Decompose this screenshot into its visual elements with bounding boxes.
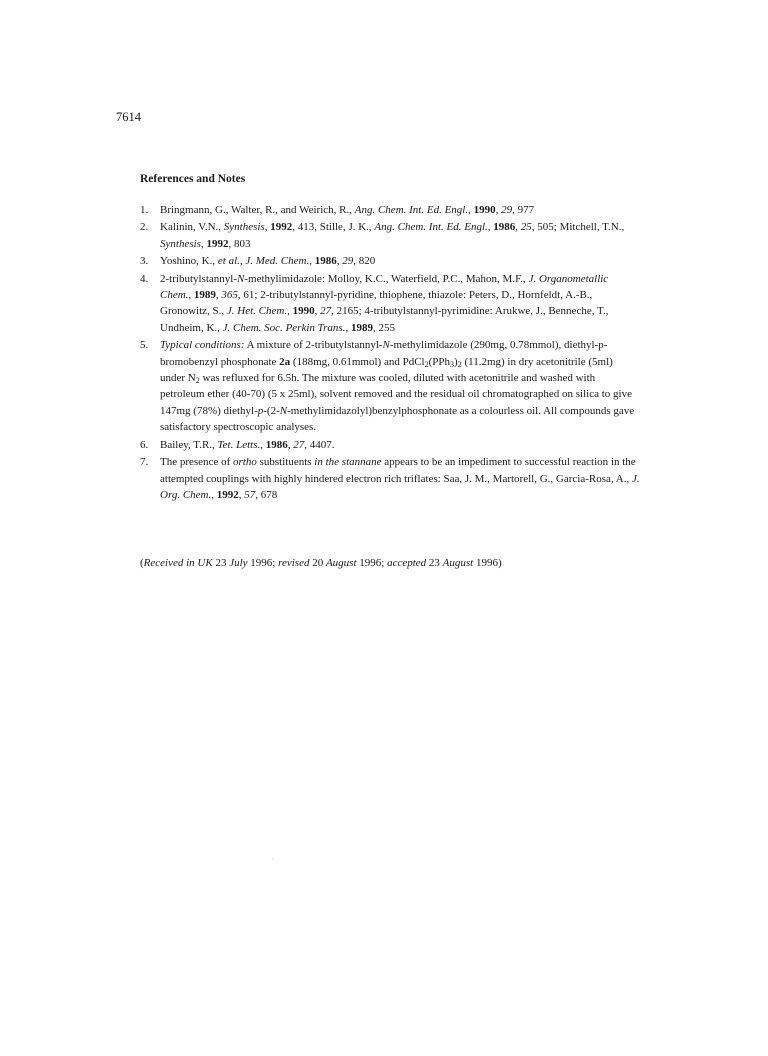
ref-journal: J. Org. Chem.	[160, 472, 640, 501]
ref-text: -methylimidazole: Molloy, K.C., Waterfield, P.C., Mahon, M.F.,	[244, 272, 526, 285]
ref-journal: Synthesis	[223, 221, 265, 234]
revised-year: 1996;	[359, 557, 385, 569]
ref-pages: 803	[233, 237, 251, 250]
reference-number: 5.	[140, 339, 149, 352]
ref-text: 413, Stille, J. K.,	[297, 221, 372, 234]
ref-journal: J. Organometallic Chem.	[160, 272, 609, 302]
ref-year: 1992	[206, 237, 229, 250]
ref-journal: Synthesis	[160, 237, 201, 250]
received-close: )	[497, 557, 502, 569]
ref-text: -methylimidazole (290mg, 0.78mmol), diethyl-p-bromobenzyl phosphonate	[160, 339, 608, 368]
ref-pages: 977	[517, 204, 535, 216]
reference-number: 4.	[140, 272, 149, 285]
ref-year: 1990	[292, 305, 315, 318]
ref-text: (188mg, 0.61mmol) and PdCl	[292, 355, 425, 368]
ref-italic: ortho	[233, 456, 257, 469]
received-open: (	[140, 557, 144, 569]
ref-etal: et al.	[217, 255, 240, 268]
reference-2: 2. Kalinin, V.N., Synthesis, 1992, 413, Stille, J. K., Ang. Chem. Int. Ed. Engl., 1986, 25, 505; Mitchell, T.N., Synthesis, 1992, 803	[140, 221, 625, 250]
ref-pages: 255	[378, 321, 395, 334]
ref-journal: J. Med. Chem.	[245, 255, 310, 268]
ref-year: 1989	[350, 321, 373, 334]
section-heading: References and Notes	[140, 173, 246, 185]
ref-year: 1990	[473, 204, 496, 216]
ref-text: A mixture of 2-tributylstannyl-	[246, 339, 383, 352]
ref-text: 505; Mitchell, T.N.,	[537, 221, 625, 234]
ref-pages: 678	[260, 488, 278, 501]
ref-journal: Ang. Chem. Int. Ed. Engl.	[374, 221, 488, 234]
ref-text: 2165; 4-tributylstannyl-pyrimidine: Arukwe, J., Benneche, T., Undheim, K.,	[160, 305, 609, 334]
ref-text: was refluxed for 6.5h. The mixture was cooled, diluted with acetonitrile and washed with petroleum ether (40-70) (5 x 25ml), solvent removed and the residual oil chromatographed on silica to give 147mg (78%) diethyl-	[160, 372, 632, 417]
ref-year: 1989	[193, 289, 216, 302]
received-year: 1996;	[250, 557, 276, 569]
ref-volume: 27	[320, 305, 332, 318]
ref-volume: 365	[221, 289, 238, 302]
reference-number: 6.	[140, 438, 149, 451]
ref-authors: Bailey, T.R.,	[160, 438, 215, 451]
ref-text: appears to be an impediment to successful reaction in the attempted couplings with highly hindered electron rich triflates: Saa, J. M., Martorell, G., Garcia-Rosa, A.,	[160, 456, 636, 485]
reference-number: 2.	[140, 221, 149, 234]
ref-text: substituents	[259, 456, 312, 469]
ref-volume: 57	[244, 488, 256, 501]
reference-number: 7.	[140, 456, 149, 469]
ref-journal: J. Het. Chem.	[226, 305, 288, 318]
ref-authors: Kalinin, V.N.,	[160, 221, 222, 234]
revised-label: revised	[278, 557, 310, 569]
reference-4: 4. 2-tributylstannyl-N-methylimidazole: Molloy, K.C., Waterfield, P.C., Mahon, M.F., J. Organometallic Chem., 1989, 365, 61; 2-tributylstannyl-pyridine, thiophene, thiazole: Peters, D., Hornfeldt, A.-B., Gronowitz, S., J. Het. Chem., 1990, 27, 2165; 4-tributylstannyl-pyrimidine: Arukwe, J., Benneche, T., Undheim, K., J. Chem. Soc. Perkin Trans., 1989, 255	[140, 272, 609, 334]
reference-number: 3.	[140, 255, 149, 268]
ref-year: 1992	[270, 221, 293, 234]
ref-year: 1986	[314, 255, 337, 268]
ref-text: (11.2mg) in dry acetonitrile (5ml) under N	[160, 355, 613, 385]
ref-text: 2-tributylstannyl-	[160, 272, 237, 285]
ref-subscript: 2	[457, 359, 462, 369]
accepted-month: August	[442, 557, 474, 569]
ref-subscript: 2	[195, 376, 200, 386]
ref-text: -methylimidazolyl)benzylphosphonate as a colourless oil. All compounds gave satisfactory spectroscopic analyses.	[160, 404, 635, 434]
ref-italic: N	[237, 272, 245, 285]
reference-5	[140, 337, 640, 435]
accepted-label: accepted	[387, 557, 427, 569]
reference-6: 6. Bailey, T.R., Tet. Letts., 1986, 27, 4407.	[140, 437, 640, 453]
ref-italic: in the stannane	[314, 456, 382, 469]
accepted-year: 1996	[475, 557, 498, 569]
reference-3: 3. Yoshino, K., et al., J. Med. Chem., 1986, 29, 820	[140, 253, 640, 269]
ref-subscript: 3	[450, 359, 455, 369]
ref-volume: 25	[520, 221, 532, 234]
received-day: 23	[215, 557, 227, 569]
scan-dot-mark	[272, 858, 273, 859]
ref-text: (PPh	[428, 355, 451, 368]
ref-compound: 2a	[279, 355, 291, 368]
received-month: July	[229, 557, 248, 569]
ref-text: 61; 2-tributylstannyl-pyridine, thiophene, thiazole: Peters, D., Hornfeldt, A.-B., Gronowitz, S.,	[160, 289, 593, 318]
ref-pages: 820	[358, 255, 376, 268]
ref-authors: Bringmann, G., Walter, R., and Weirich, R.,	[160, 204, 352, 216]
revised-day: 20	[312, 557, 324, 569]
reference-number: 1.	[140, 204, 149, 216]
page-number: 7614	[116, 110, 141, 124]
ref-label: Typical conditions:	[160, 339, 245, 352]
received-line	[140, 557, 502, 569]
ref-year: 1992	[216, 488, 239, 501]
ref-text: -(2-	[263, 404, 280, 417]
ref-pages: 4407.	[309, 438, 335, 451]
ref-italic: N	[279, 404, 288, 417]
ref-year: 1986	[265, 438, 288, 451]
ref-journal: J. Chem. Soc. Perkin Trans.	[222, 321, 346, 334]
ref-journal: Tet. Letts.	[217, 438, 261, 451]
revised-month: August	[325, 557, 357, 569]
ref-volume: 27	[293, 438, 305, 451]
reference-list	[140, 202, 640, 504]
ref-volume: 29	[342, 255, 354, 268]
reference-7: 7. The presence of ortho substituents in the stannane appears to be an impediment to successful reaction in the attempted couplings with highly hindered electron rich triflates: Saa, J. M., Martorell, G., Garcia-Rosa, A., J. Org. Chem., 1992, 57, 678	[140, 456, 640, 501]
ref-year: 1986	[493, 221, 516, 234]
ref-subscript: 2	[424, 359, 429, 369]
received-label: Received in UK	[143, 557, 213, 569]
ref-authors: Yoshino, K.,	[160, 255, 216, 268]
ref-volume: 29	[501, 204, 513, 216]
ref-text: )	[454, 355, 458, 368]
ref-journal: Ang. Chem. Int. Ed. Engl.	[354, 204, 469, 216]
ref-italic: N	[382, 339, 390, 352]
ref-text: The presence of	[160, 456, 231, 469]
reference-1: 1. Bringmann, G., Walter, R., and Weirich, R., Ang. Chem. Int. Ed. Engl., 1990, 29, 977	[140, 202, 640, 218]
accepted-day: 23	[428, 557, 440, 569]
ref-italic: p	[257, 404, 264, 417]
